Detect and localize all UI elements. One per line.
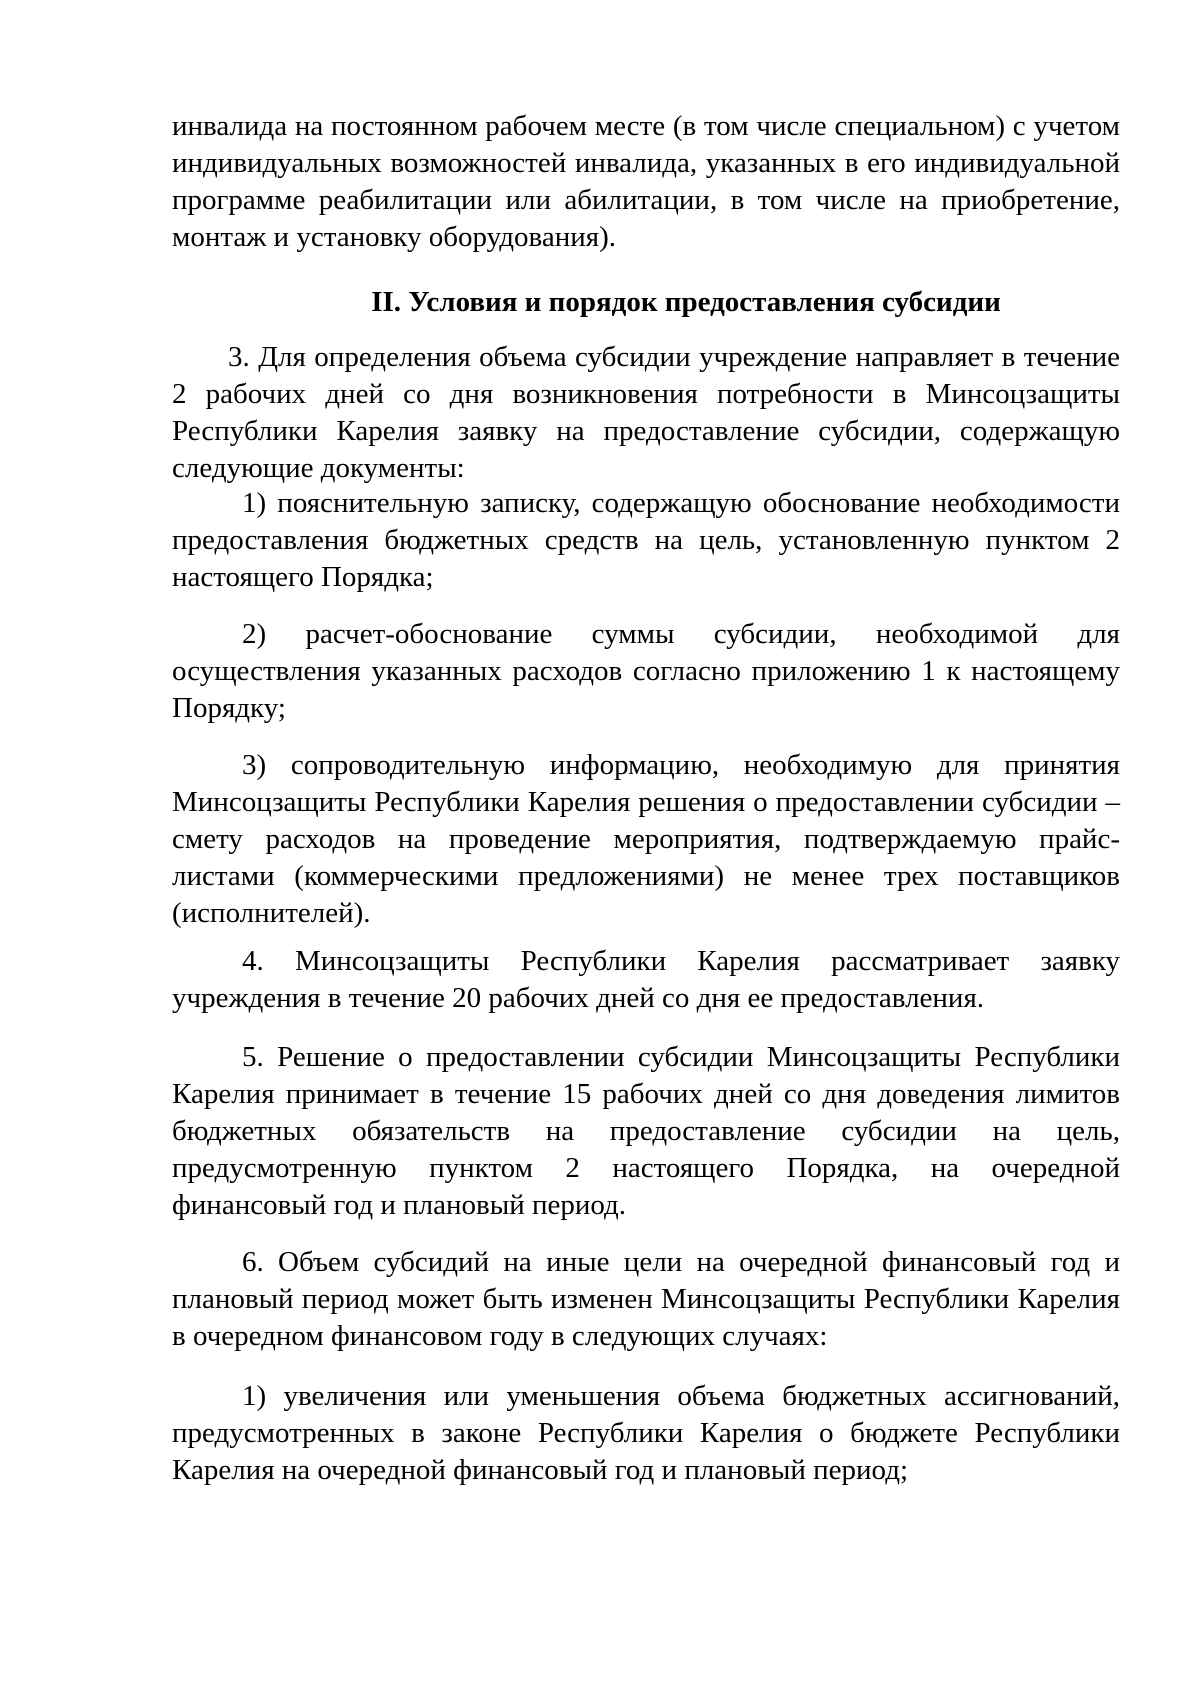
paragraph-6: 6. Объем субсидий на иные цели на очередной финансовый год и плановый период может быть изменен Минсоцзащиты Республики Карелия в очередном финансовом году в следующих случаях: [172,1246,1120,1352]
paragraph-3-item-1: 1) пояснительную записку, содержащую обоснование необходимости предоставления бюджетных средств на цель, установленную пунктом 2 настоящего Порядка; [172,487,1120,593]
paragraph-6-item-1: 1) увеличения или уменьшения объема бюджетных ассигнований, предусмотренных в законе Республики Карелия о бюджете Республики Карелия на очередной финансовый год и плановый период; [172,1380,1120,1486]
paragraph-3: 3. Для определения объема субсидии учреждение направляет в течение 2 рабочих дней со дня возникновения потребности в Минсоцзащиты Республики Карелия заявку на предоставление субсидии, содержащую следующие документы: [172,341,1120,484]
paragraph-3-item-2: 2) расчет-обоснование суммы субсидии, необходимой для осуществления указанных расходов согласно приложению 1 к настоящему Порядку; [172,618,1120,724]
paragraph-4: 4. Минсоцзащиты Республики Карелия рассматривает заявку учреждения в течение 20 рабочих дней со дня ее предоставления. [172,945,1120,1014]
section-heading: II. Условия и порядок предоставления субсидии [371,286,1001,318]
paragraph-5: 5. Решение о предоставлении субсидии Минсоцзащиты Республики Карелия принимает в течение 15 рабочих дней со дня доведения лимитов бюджетных обязательств на предоставление субсидии на цель, предусмотренную пунктом 2 настоящего Порядка, на очередной финансовый год и плановый период. [172,1041,1120,1221]
paragraph-continuation: инвалида на постоянном рабочем месте (в том числе специальном) с учетом индивидуальных возможностей инвалида, указанных в его индивидуальной программе реабилитации или абилитации, в том числе на приобретение, монтаж и установку оборудования). [172,110,1120,253]
paragraph-3-item-3: 3) сопроводительную информацию, необходимую для принятия Минсоцзащиты Республики Карелия решения о предоставлении субсидии – смету расходов на проведение мероприятия, подтверждаемую прайс-листами (коммерческими предложениями) не менее трех поставщиков (исполнителей). [172,749,1120,929]
